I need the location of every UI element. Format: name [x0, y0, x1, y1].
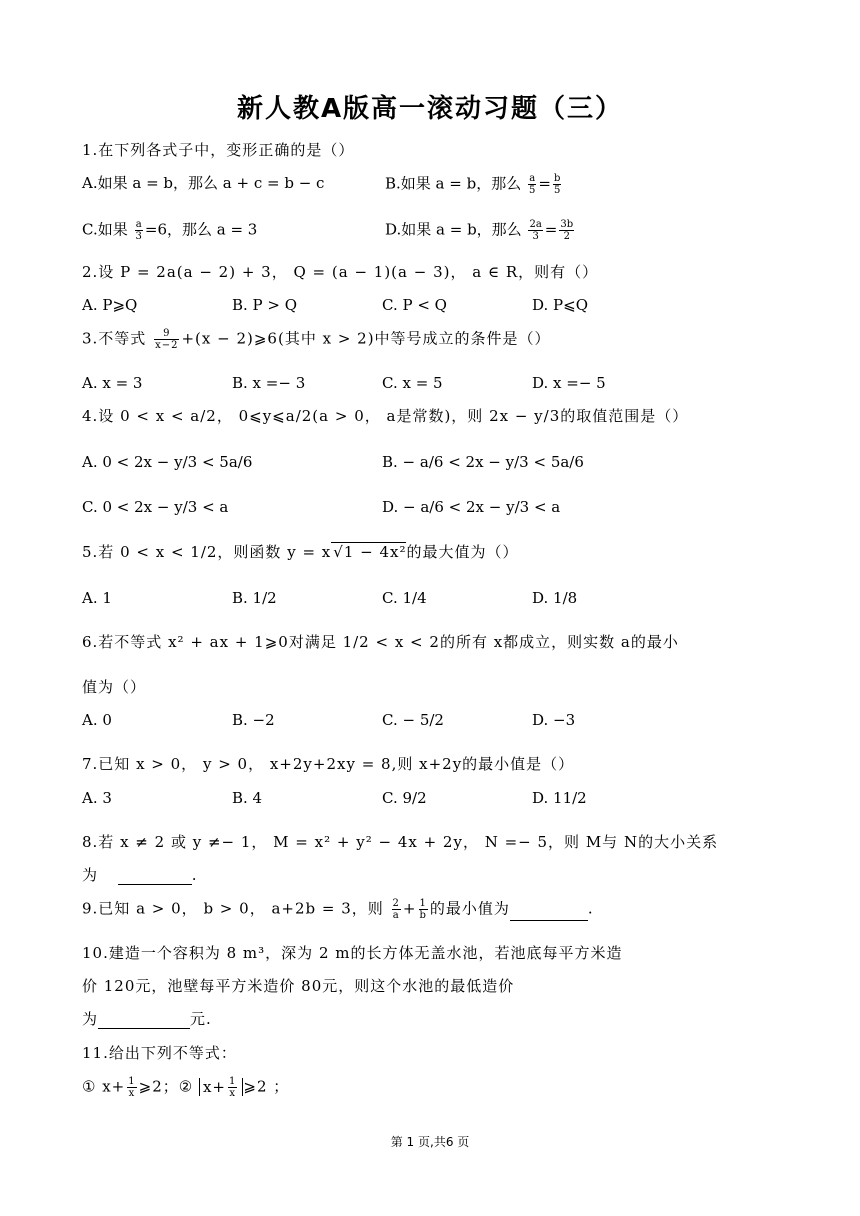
q7-option-b: B. 4 — [232, 789, 263, 807]
page-footer: 第 1 页,共6 页 — [390, 1135, 470, 1149]
fraction: $\frac{1}{x}$ — [229, 1076, 237, 1099]
q8-suffix: . — [191, 866, 198, 884]
q11-item-1-prefix: ① x+ — [82, 1077, 126, 1096]
fraction: $\frac{2}{a}$ — [392, 898, 400, 921]
q9-suffix: . — [587, 899, 594, 918]
fraction: $\frac{1}{b}$ — [419, 898, 427, 921]
question-6-stem: 6.若不等式 x² + ax + 1⩾0对满足 1/2 < x < 2的所有 x都成立，则实数 a的最小 — [82, 633, 679, 651]
fraction: $\frac{3b}{2}$ — [560, 219, 574, 242]
q10-prefix: 为 — [82, 1010, 99, 1028]
q5-radicand: 1 − 4x² — [343, 543, 407, 561]
q1-option-b-text: B.如果 a = b，那么 — [385, 174, 522, 193]
q11-item-2-suffix: ⩾2 ； — [243, 1077, 290, 1096]
question-1-stem: 1.在下列各式子中，变形正确的是（） — [82, 141, 355, 159]
q5-stem-prefix: 5.若 0 < x < 1/2，则函数 y = x — [82, 543, 332, 561]
question-8-stem-cont — [82, 865, 198, 885]
q5-option-b: B. 1/2 — [232, 589, 277, 607]
q6-option-c: C. − 5/2 — [382, 711, 444, 729]
question-9-stem: 9.已知 a > 0， b > 0， a+2b = 3，则 $\frac{2}{a}$ + $\frac{1}{b}$ 的最小值为 . — [82, 898, 594, 921]
question-2-stem: 2.设 P = 2a(a − 2) + 3， Q = (a − 1)(a − 3)， a ∈ R，则有（） — [82, 263, 599, 281]
q9-stem-prefix: 9.已知 a > 0， b > 0， a+2b = 3，则 — [82, 899, 384, 918]
fraction: $\frac{1}{x}$ — [128, 1076, 136, 1099]
q5-option-a: A. 1 — [82, 589, 112, 607]
question-6-stem-cont: 值为（） — [82, 678, 147, 696]
question-11-items — [82, 1076, 289, 1099]
q1-option-d: D.如果 a = b，那么 $\frac{2a}{3}$ = $\frac{3b}{2}$ — [385, 219, 574, 242]
q2-option-d: D. P⩽Q — [532, 296, 588, 314]
question-4-stem: 4.设 0 < x < a/2， 0⩽y⩽a/2(a > 0， a是常数)，则 2x − y/3的取值范围是（） — [82, 407, 689, 425]
fraction: $\frac{b}{5}$ — [553, 173, 561, 196]
q1-option-c-suffix: =6，那么 a = 3 — [144, 220, 258, 239]
q7-option-c: C. 9/2 — [382, 789, 427, 807]
q10-suffix: 元. — [190, 1010, 212, 1028]
q1-option-c-prefix: C.如果 — [82, 220, 128, 239]
q4-option-b: B. − a/6 < 2x − y/3 < 5a/6 — [382, 453, 584, 471]
q1-option-c — [82, 219, 257, 242]
page-title: 新人教A版高一滚动习题（三） — [236, 94, 624, 124]
answer-blank — [98, 1014, 190, 1029]
q11-item-1-suffix: ⩾2；② — [138, 1077, 194, 1096]
q3-option-d: D. x =− 5 — [532, 374, 606, 392]
q6-option-d: D. −3 — [532, 711, 576, 729]
q5-option-d: D. 1/8 — [532, 589, 578, 607]
q4-option-a: A. 0 < 2x − y/3 < 5a/6 — [82, 453, 253, 471]
question-10-line-1: 10.建造一个容积为 8 m³，深为 2 m的长方体无盖水池，若池底每平方米造 — [82, 944, 623, 962]
absolute-value: x+ $\frac{1}{x}$ — [199, 1078, 243, 1096]
fraction: $\frac{9}{x-2}$ — [155, 328, 179, 351]
q2-option-c: C. P < Q — [382, 296, 447, 314]
answer-blank — [118, 870, 192, 885]
q4-option-d: D. − a/6 < 2x − y/3 < a — [382, 498, 561, 516]
q1-option-b: B.如果 a = b，那么 $\frac{a}{5}$ = $\frac{b}{5}$ — [385, 173, 561, 196]
q5-option-c: C. 1/4 — [382, 589, 427, 607]
q9-stem-mid: 的最小值为 — [429, 899, 510, 918]
answer-blank — [510, 906, 588, 921]
sqrt-radicand: √1 − 4x² — [333, 543, 407, 561]
fraction: $\frac{2a}{3}$ — [529, 219, 542, 242]
q2-option-a: A. P⩾Q — [82, 296, 138, 314]
question-11-stem: 11.给出下列不等式： — [82, 1044, 237, 1062]
q3-option-a: A. x = 3 — [82, 374, 143, 392]
q7-option-a: A. 3 — [82, 789, 112, 807]
question-10-line-3 — [82, 1009, 212, 1029]
q1-option-d-text: D.如果 a = b，那么 — [385, 220, 522, 239]
q5-stem-suffix: 的最大值为（） — [406, 543, 519, 561]
question-3-stem — [82, 328, 551, 351]
q6-option-a: A. 0 — [82, 711, 112, 729]
question-8-stem: 8.若 x ≠ 2 或 y ≠− 1， M = x² + y² − 4x + 2y， N =− 5，则 M与 N的大小关系 — [82, 833, 719, 851]
q1-option-a: A.如果 a = b，那么 a + c = b − c — [82, 174, 325, 192]
q3-option-c: C. x = 5 — [382, 374, 443, 392]
question-10-line-2: 价 120元，池壁每平方米造价 80元，则这个水池的最低造价 — [82, 977, 515, 995]
fraction: $\frac{a}{5}$ — [529, 173, 536, 196]
q6-option-b: B. −2 — [232, 711, 275, 729]
fraction: $\frac{a}{3}$ — [135, 219, 142, 242]
question-5-stem — [82, 542, 519, 562]
q2-option-b: B. P > Q — [232, 296, 298, 314]
q7-option-d: D. 11/2 — [532, 789, 587, 807]
q3-option-b: B. x =− 3 — [232, 374, 306, 392]
q4-option-c: C. 0 < 2x − y/3 < a — [82, 498, 229, 516]
q3-stem-prefix: 3.不等式 — [82, 329, 147, 348]
question-7-stem: 7.已知 x > 0， y > 0， x+2y+2xy = 8,则 x+2y的最小值是（） — [82, 755, 575, 773]
q3-stem-suffix: +(x − 2)⩾6(其中 x > 2)中等号成立的条件是（） — [181, 329, 551, 348]
q8-prefix: 为 — [82, 866, 99, 884]
